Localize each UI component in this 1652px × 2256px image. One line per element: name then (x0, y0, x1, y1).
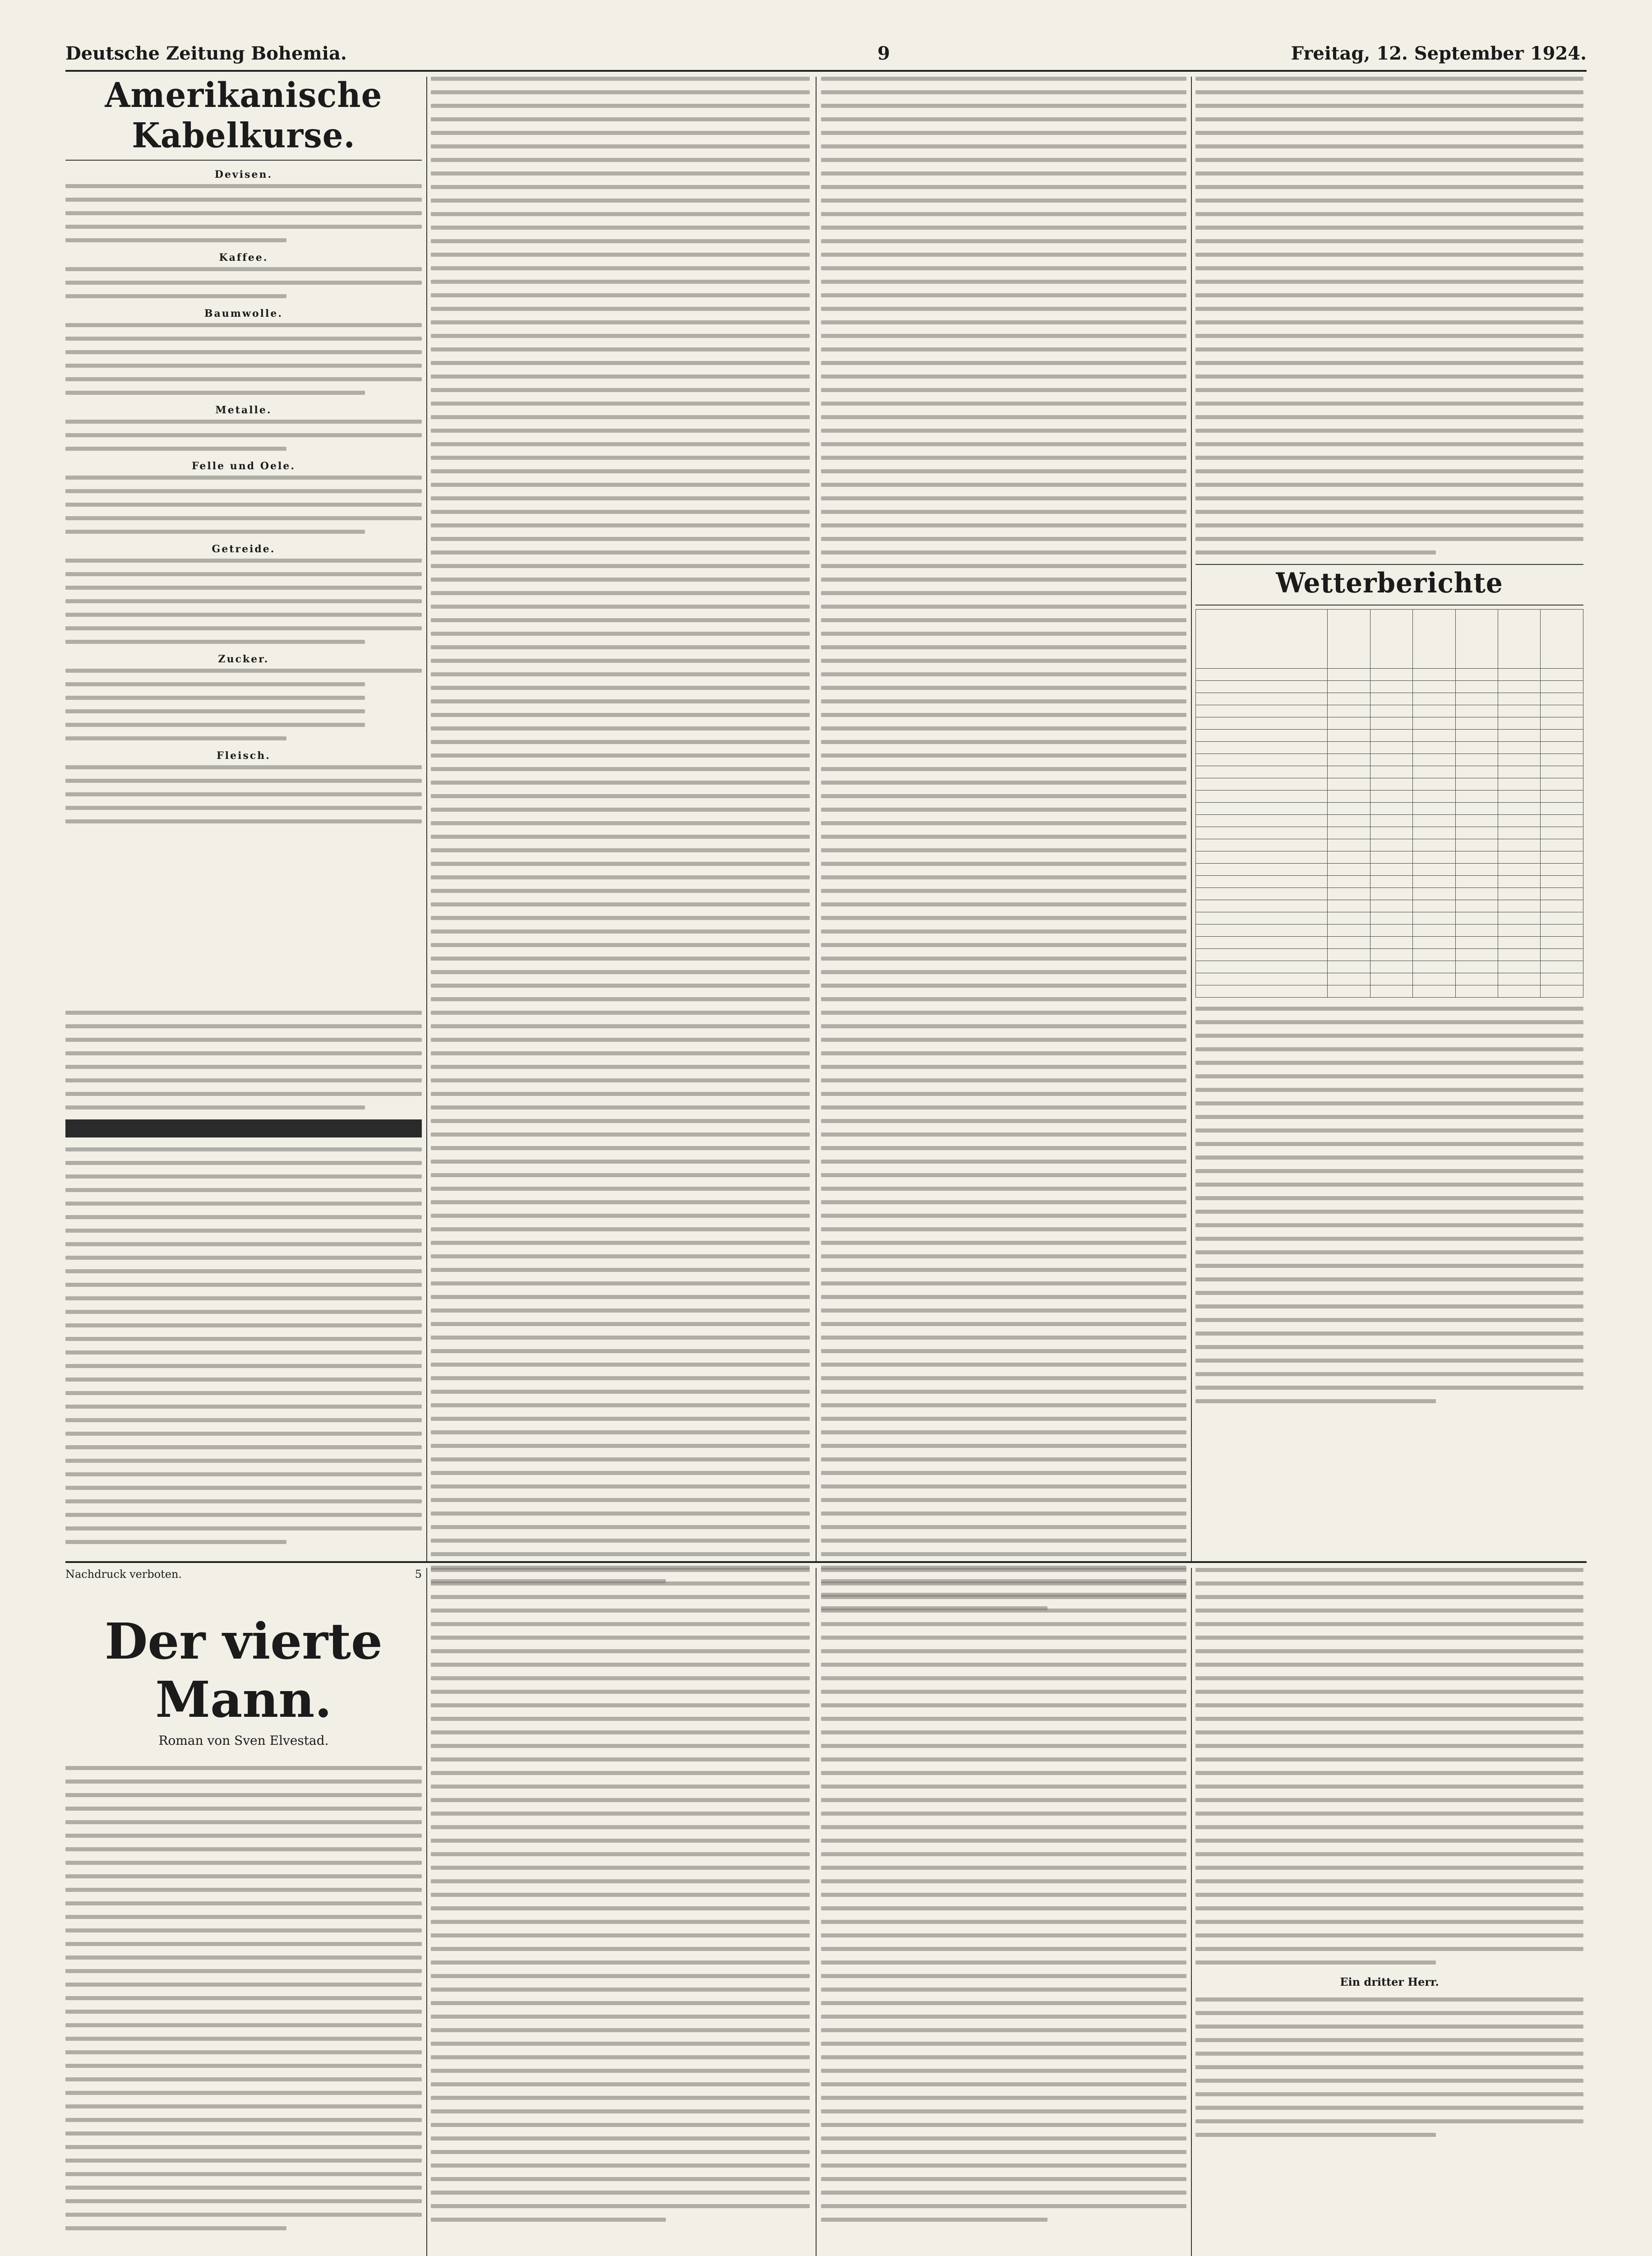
cotton-hops-column (821, 77, 1186, 1633)
text-block (1195, 1997, 1583, 2137)
section-heading: Devisen. (214, 169, 273, 180)
text-block (1195, 77, 1583, 555)
cable-rates-column (65, 77, 422, 1004)
reprint-note (65, 1568, 422, 1581)
text-block (431, 77, 810, 1583)
divider (65, 160, 422, 161)
column-divider (1191, 1568, 1192, 2256)
section-heading: Fleisch. (217, 750, 271, 762)
weather-title: Wetterberichte (1276, 567, 1503, 599)
section-heading: Baumwolle. (204, 308, 283, 319)
text-block (431, 1568, 810, 2222)
text-block (65, 1766, 422, 2230)
column-divider (426, 77, 427, 1561)
text-block (65, 669, 422, 740)
text-block (65, 476, 422, 534)
column-divider (1191, 77, 1192, 1561)
text-block (65, 765, 422, 823)
reprint-note-text: Nachdruck verboten. (65, 1568, 182, 1581)
weather-table (1195, 609, 1583, 998)
market-reports-column (431, 77, 810, 1633)
column-divider (816, 77, 817, 1561)
grain-weather-column (1195, 77, 1583, 1633)
black-bar (65, 1119, 422, 1137)
novel-column-3 (821, 1568, 1186, 2256)
page-header (65, 43, 1587, 70)
page-number: 9 (877, 43, 890, 64)
novel-column-2 (431, 1568, 810, 2256)
section-heading: Kaffee. (219, 252, 268, 264)
column-divider (426, 1568, 427, 2256)
section-heading: Ein dritter Herr. (1340, 1975, 1439, 1988)
feuilleton-rule (65, 1561, 1587, 1563)
installment-number: 5 (415, 1568, 422, 1581)
divider (1195, 564, 1583, 565)
column-divider (816, 1568, 817, 2256)
header-rule (65, 70, 1587, 72)
divider (1195, 605, 1583, 606)
text-block (65, 323, 422, 395)
text-block (821, 77, 1186, 1610)
cable-rates-title: Amerikanische Kabelkurse. (105, 77, 383, 156)
text-block (65, 559, 422, 644)
issue-date: Freitag, 12. September 1924. (1291, 43, 1587, 64)
text-block (1195, 1568, 1583, 1965)
novel-column-4 (1195, 1568, 1583, 2256)
section-heading: Getreide. (212, 543, 276, 555)
novel-column-1 (65, 1568, 422, 2256)
text-block (65, 1147, 422, 1544)
newspaper-name: Deutsche Zeitung Bohemia. (65, 43, 347, 64)
novel-subtitle: Roman von Sven Elvestad. (158, 1733, 329, 1748)
section-heading: Zucker. (218, 653, 269, 665)
text-block (65, 420, 422, 451)
text-block (65, 1011, 422, 1110)
text-block (1195, 1007, 1583, 1403)
text-block (65, 267, 422, 298)
novel-title: Der vierte Mann. (104, 1612, 383, 1729)
text-block (65, 184, 422, 242)
section-heading: Felle und Oele. (192, 460, 295, 472)
text-column-lower (65, 1011, 422, 1552)
section-heading: Metalle. (215, 404, 272, 416)
text-block (821, 1568, 1186, 2222)
